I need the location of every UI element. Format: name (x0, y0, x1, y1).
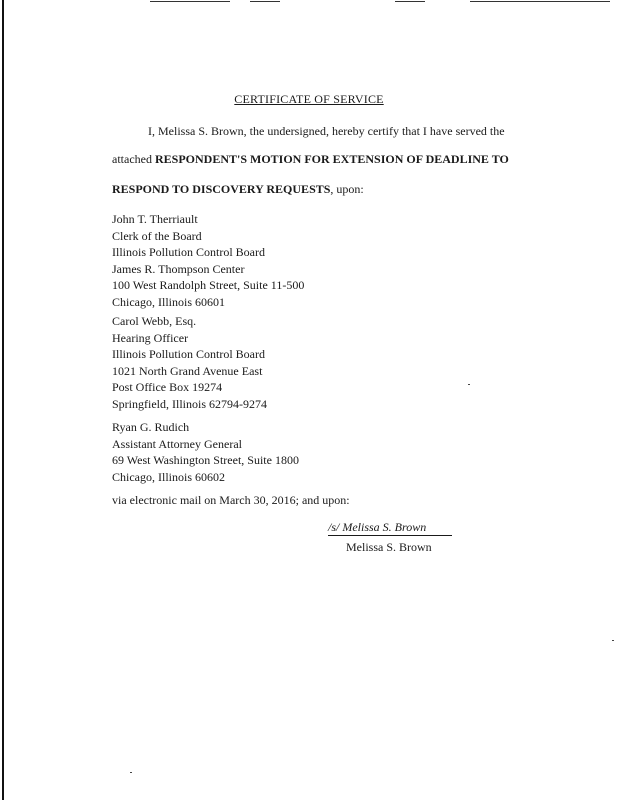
address-line: Post Office Box 19274 (112, 380, 223, 394)
address-line: James R. Thompson Center (112, 261, 245, 276)
scan-artifact (250, 1, 280, 2)
address-line: Illinois Pollution Control Board (112, 347, 266, 361)
electronic-signature: /s/ Melissa S. Brown (328, 520, 452, 536)
recipient-address-2 (112, 313, 267, 412)
motion-title-part-1: RESPONDENT'S MOTION FOR EXTENSION OF DEADLINE TO (154, 152, 509, 166)
address-line: 1021 North Grand Avenue East (112, 363, 263, 378)
scan-artifact (470, 1, 610, 2)
address-line: Hearing Officer (112, 330, 189, 345)
recipient-address-3 (112, 419, 299, 485)
scan-speck (130, 772, 132, 773)
address-line: Assistant Attorney General (112, 436, 242, 451)
scan-artifact (150, 1, 230, 2)
address-line: Clerk of the Board (112, 228, 202, 243)
scan-speck (612, 640, 614, 641)
address-line: Illinois Pollution Control Board (112, 245, 266, 259)
address-line: Chicago, Illinois 60602 (112, 469, 225, 484)
intro-line-2 (112, 152, 509, 167)
service-statement: via electronic mail on March 30, 2016; and upon: (112, 493, 350, 507)
recipient-address-1 (112, 211, 304, 310)
scan-edge (2, 0, 4, 800)
address-line: Ryan G. Rudich (112, 420, 190, 434)
intro-line-1: I, Melissa S. Brown, the undersigned, hereby certify that I have served the (148, 124, 505, 138)
address-line: Carol Webb, Esq. (112, 314, 197, 328)
intro-line-3 (112, 182, 364, 197)
document-title: CERTIFICATE OF SERVICE (234, 92, 384, 106)
signer-printed-name: Melissa S. Brown (346, 540, 432, 554)
address-line: John T. Therriault (112, 212, 198, 226)
address-line: Chicago, Illinois 60601 (112, 294, 225, 309)
intro-line-2-prefix: attached (112, 152, 155, 166)
address-line: Springfield, Illinois 62794-9274 (112, 396, 267, 411)
signature-block (328, 520, 452, 555)
intro-line-3-suffix: , upon: (330, 182, 364, 196)
motion-title-part-2: RESPOND TO DISCOVERY REQUESTS (112, 182, 331, 196)
scan-artifact (395, 1, 425, 2)
address-line: 69 West Washington Street, Suite 1800 (112, 453, 299, 467)
scan-speck (468, 384, 470, 385)
address-line: 100 West Randolph Street, Suite 11-500 (112, 278, 305, 292)
